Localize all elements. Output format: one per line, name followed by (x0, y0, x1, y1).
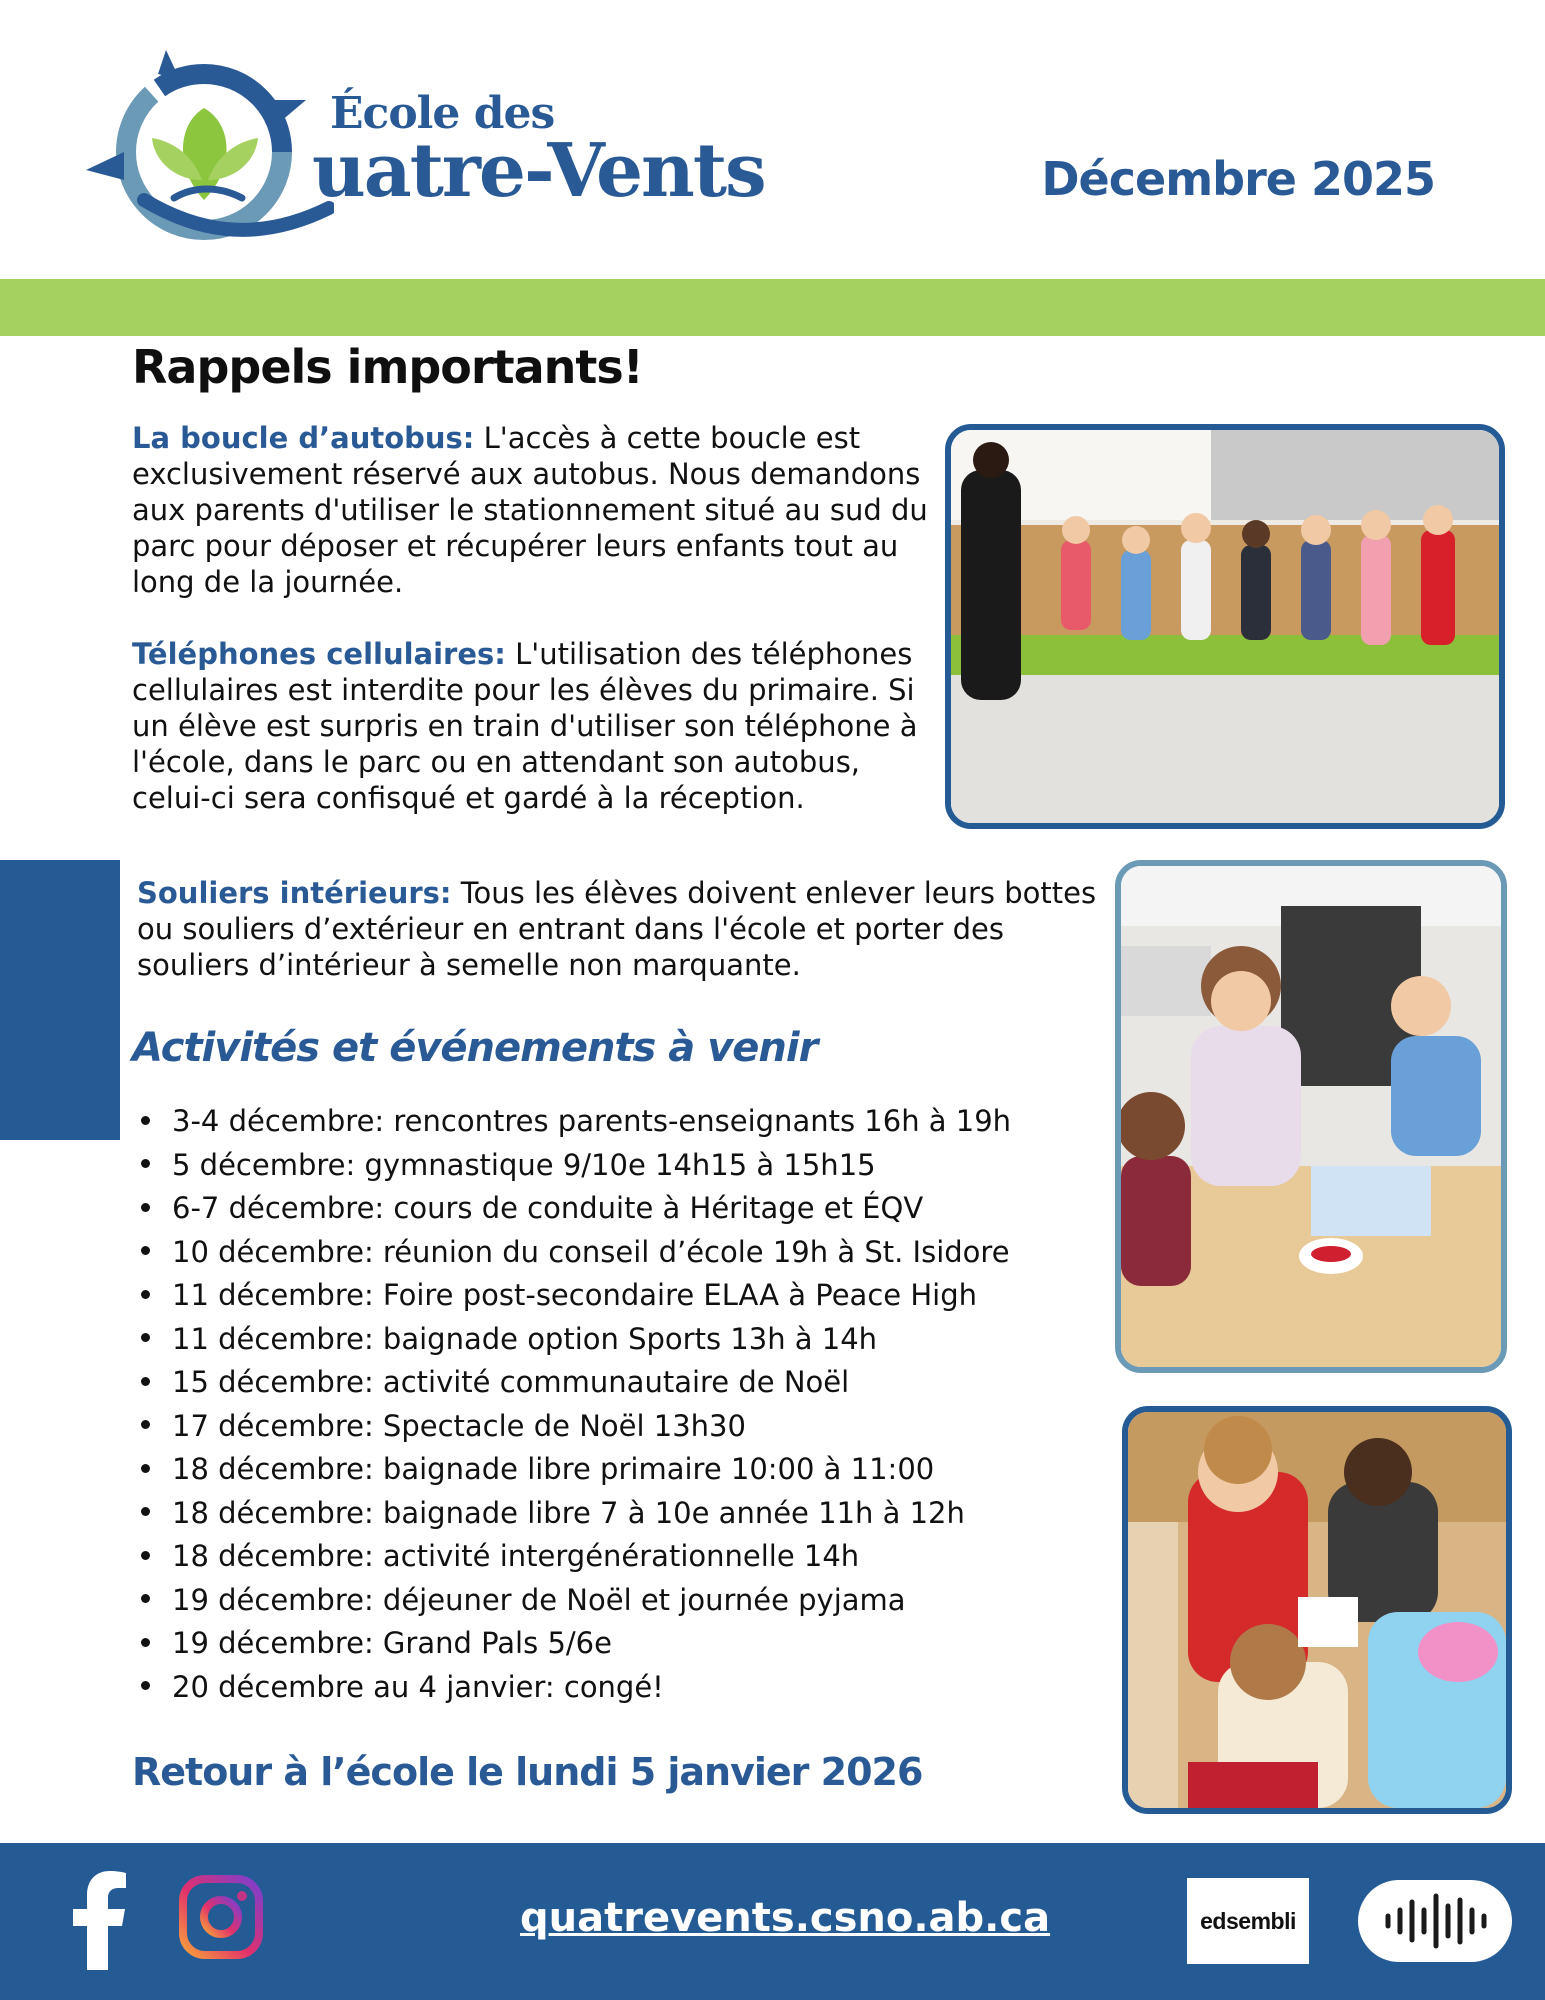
list-item: 11 décembre: baignade option Sports 13h à 14h (135, 1318, 1011, 1362)
indoor-shoes-text: Tous les élèves doivent enlever leurs bottes ou souliers d’extérieur en entrant dans l'école et porter des souliers d’intérieur à semelle non marquante. (137, 876, 1097, 982)
school-logo (84, 30, 334, 250)
bullet-icon (141, 1507, 150, 1516)
reminders-heading: Rappels importants! (132, 340, 643, 394)
bullet-icon (141, 1333, 150, 1342)
list-item: 11 décembre: Foire post-secondaire ELAA à Peace High (135, 1274, 1011, 1318)
issue-date: Décembre 2025 (1041, 152, 1435, 206)
return-to-school-note: Retour à l’école le lundi 5 janvier 2026 (132, 1750, 923, 1794)
list-item: 6-7 décembre: cours de conduite à Héritage et ÉQV (135, 1187, 1011, 1231)
bullet-icon (141, 1638, 150, 1647)
phones-label: Téléphones cellulaires: (132, 637, 506, 671)
phones-text: L'utilisation des téléphones cellulaires est interdite pour les élèves du primaire. Si un élève est surpris en train d'utiliser son téléphone à l'école, dans le parc ou en attendant son autobus, celui-ci sera confisqué et gardé à la réception. (132, 637, 918, 815)
website-link[interactable]: quatrevents.csno.ab.ca (520, 1895, 1051, 1941)
photo-children-table-activity (1115, 860, 1507, 1373)
side-accent-tab (0, 860, 120, 1140)
bullet-icon (141, 1203, 150, 1212)
list-item: 3-4 décembre: rencontres parents-enseignants 16h à 19h (135, 1100, 1011, 1144)
bullet-icon (141, 1594, 150, 1603)
bullet-icon (141, 1116, 150, 1125)
school-name-line1: École des (330, 88, 555, 139)
bullet-icon (141, 1681, 150, 1690)
list-item: 18 décembre: activité intergénérationnelle 14h (135, 1535, 1011, 1579)
facebook-icon[interactable] (70, 1870, 130, 1970)
list-item: 18 décembre: baignade libre primaire 10:00 à 11:00 (135, 1448, 1011, 1492)
bullet-icon (141, 1290, 150, 1299)
photo-children-conga-line (945, 424, 1505, 829)
list-item: 5 décembre: gymnastique 9/10e 14h15 à 15h15 (135, 1144, 1011, 1188)
indoor-shoes-label: Souliers intérieurs: (137, 876, 452, 910)
indoor-shoes-paragraph (137, 875, 1112, 983)
bullet-icon (141, 1377, 150, 1386)
list-item: 19 décembre: déjeuner de Noël et journée pyjama (135, 1579, 1011, 1623)
photo-children-playing (1122, 1406, 1512, 1814)
edsembli-label: edsembli (1200, 1907, 1296, 1934)
phones-paragraph (132, 636, 947, 816)
list-item: 19 décembre: Grand Pals 5/6e (135, 1622, 1011, 1666)
bus-loop-label: La boucle d’autobus: (132, 421, 475, 455)
bullet-icon (141, 1246, 150, 1255)
list-item: 10 décembre: réunion du conseil d’école 19h à St. Isidore (135, 1231, 1011, 1275)
instagram-icon[interactable] (178, 1874, 264, 1960)
list-item: 15 décembre: activité communautaire de Noël (135, 1361, 1011, 1405)
list-item: 17 décembre: Spectacle de Noël 13h30 (135, 1405, 1011, 1449)
activities-heading: Activités et événements à venir (132, 1025, 818, 1071)
bullet-icon (141, 1159, 150, 1168)
podcast-waveform-icon[interactable] (1358, 1880, 1512, 1962)
bus-loop-text: L'accès à cette boucle est exclusivement réservé aux autobus. Nous demandons aux parents d'utiliser le stationnement situé au sud du parc pour déposer et récupérer leurs enfants tout au long de la journée. (132, 421, 928, 599)
events-list (135, 1100, 1011, 1709)
bullet-icon (141, 1551, 150, 1560)
school-name-line2: uatre-Vents (312, 128, 765, 214)
bullet-icon (141, 1420, 150, 1429)
bullet-icon (141, 1464, 150, 1473)
list-item: 18 décembre: baignade libre 7 à 10e année 11h à 12h (135, 1492, 1011, 1536)
header-divider-band (0, 279, 1545, 336)
edsembli-logo[interactable] (1187, 1878, 1309, 1964)
bus-loop-paragraph (132, 420, 942, 600)
list-item: 20 décembre au 4 janvier: congé! (135, 1666, 1011, 1710)
